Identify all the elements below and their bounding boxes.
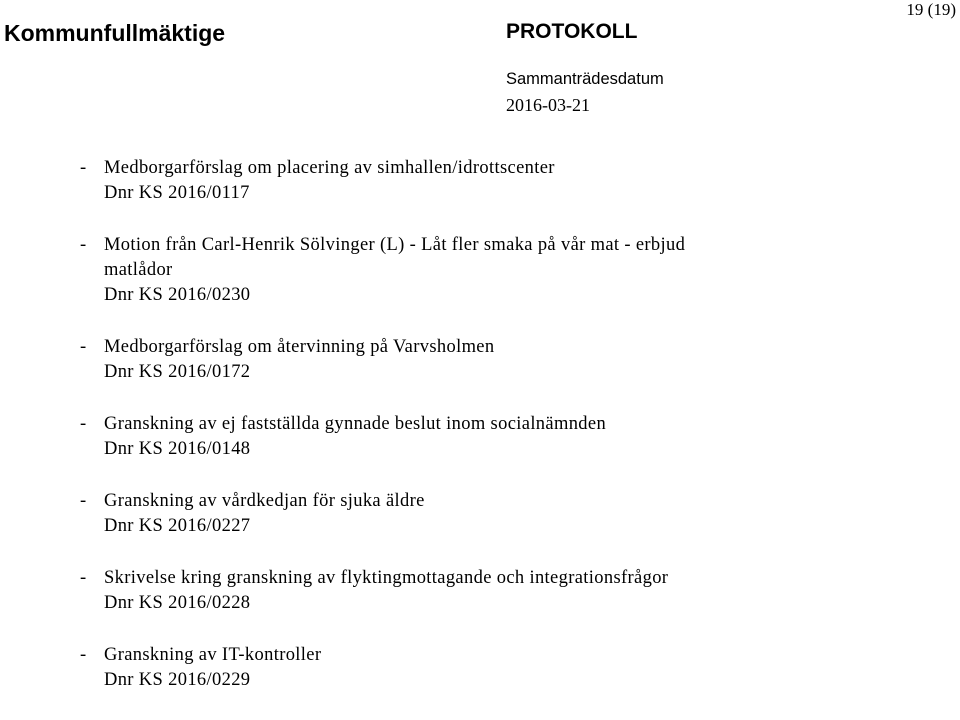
item-title-line: Skrivelse kring granskning av flyktingmottagande och integrationsfrågor xyxy=(104,568,669,588)
list-item xyxy=(80,335,940,385)
page-number: 19 (19) xyxy=(906,0,956,19)
item-title-line: Granskning av vårdkedjan för sjuka äldre xyxy=(104,491,425,511)
list-item xyxy=(80,412,940,462)
item-title-line: Granskning av IT-kontroller xyxy=(104,645,322,665)
list-item xyxy=(80,643,940,693)
item-dnr: Dnr KS 2016/0227 xyxy=(104,516,251,536)
list-dash: - xyxy=(80,235,87,255)
item-title-line: Medborgarförslag om återvinning på Varvsholmen xyxy=(104,337,495,357)
item-dnr: Dnr KS 2016/0172 xyxy=(104,362,251,382)
item-title-line: Medborgarförslag om placering av simhallen/idrottscenter xyxy=(104,158,555,178)
meeting-date-label: Sammanträdesdatum xyxy=(506,70,664,88)
list-dash: - xyxy=(80,414,87,434)
list-dash: - xyxy=(80,491,87,511)
item-dnr: Dnr KS 2016/0229 xyxy=(104,670,251,690)
list-dash: - xyxy=(80,158,87,178)
list-item xyxy=(80,489,940,539)
item-title-line: matlådor xyxy=(104,260,173,280)
document-type: PROTOKOLL xyxy=(506,20,638,43)
list-dash: - xyxy=(80,568,87,588)
list-dash: - xyxy=(80,337,87,357)
list-item xyxy=(80,566,940,616)
agenda-list xyxy=(80,156,940,720)
item-dnr: Dnr KS 2016/0230 xyxy=(104,285,251,305)
item-dnr: Dnr KS 2016/0117 xyxy=(104,183,250,203)
item-dnr: Dnr KS 2016/0228 xyxy=(104,593,251,613)
item-title-line: Motion från Carl-Henrik Sölvinger (L) - Låt fler smaka på vår mat - erbjud xyxy=(104,235,686,255)
list-item xyxy=(80,233,940,308)
list-dash: - xyxy=(80,645,87,665)
organization-name: Kommunfullmäktige xyxy=(4,20,226,46)
meeting-date: 2016-03-21 xyxy=(506,95,590,115)
item-title-line: Granskning av ej fastställda gynnade beslut inom socialnämnden xyxy=(104,414,607,434)
list-item xyxy=(80,156,940,206)
item-dnr: Dnr KS 2016/0148 xyxy=(104,439,251,459)
